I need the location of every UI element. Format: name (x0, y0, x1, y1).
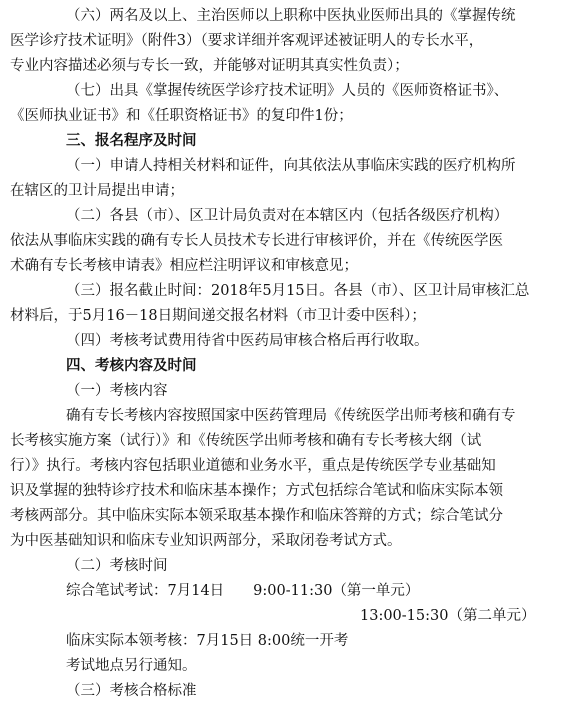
content-para-line-1: 确有专长考核内容按照国家中医药管理局《传统医学出师考核和确有专 (66, 408, 516, 424)
subsection-standard-heading: （三）考核合格标准 (66, 683, 197, 699)
content-para-line-5: 考核两部分。其中临床实际本领采取基本操作和临床答辩的方式；综合笔试分 (10, 508, 503, 524)
section-three-heading: 三、报名程序及时间 (66, 132, 197, 149)
step-three-line-1: （三）报名截止时间：2018年5月15日。各县（市）、区卫计局审核汇总 (66, 283, 530, 299)
content-para-line-4: 识及掌握的独特诊疗技术和临床基本操作；方式包括综合笔试和临床实际本领 (10, 483, 503, 499)
written-exam-time-second: 13:00-15:30（第二单元） (360, 608, 536, 624)
step-two-line-1: （二）各县（市）、区卫计局负责对在本辖区内（包括各级医疗机构） (66, 208, 509, 224)
written-exam-time: 综合笔试考试：7月14日 9:00-11:30（第一单元） (66, 583, 420, 599)
step-two-line-2: 依法从事临床实践的确有专长人员技术专长进行审核评价，并在《传统医学医 (10, 233, 503, 249)
content-para-line-2: 长考核实施方案（试行）》和《传统医学出师考核和确有专长考核大纲（试 (10, 433, 482, 449)
step-one-line-1: （一）申请人持相关材料和证件，向其依法从事临床实践的医疗机构所 (66, 158, 516, 174)
item-six-line-2: 医学诊疗技术证明》（附件3）（要求详细并客观评述被证明人的专长水平， (10, 33, 484, 49)
exam-location-note: 考试地点另行通知。 (66, 658, 197, 674)
content-para-line-3: 行）》执行。考核内容包括职业道德和业务水平，重点是传统医学专业基础知 (10, 458, 496, 474)
step-two-line-3: 术确有专长考核申请表》相应栏注明评议和审核意见； (10, 258, 358, 274)
content-para-line-6: 为中医基础知识和临床专业知识两部分，采取闭卷考试方式。 (10, 533, 402, 549)
item-six-line-3: 专业内容描述必须与专长一致，并能够对证明其真实性负责）； (10, 58, 409, 74)
step-three-line-2: 材料后，于5月16－18日期间递交报名材料（市卫计委中医科）； (10, 308, 426, 324)
item-seven-line-1: （七）出具《掌握传统医学诊疗技术证明》人员的《医师资格证书》、 (66, 83, 509, 99)
section-four-heading: 四、考核内容及时间 (66, 357, 197, 374)
item-six-line-1: （六）两名及以上、主治医师以上职称中医执业医师出具的《掌握传统 (66, 8, 516, 24)
clinical-exam-time: 临床实际本领考核：7月15日 8:00统一开考 (66, 633, 349, 649)
step-one-line-2: 在辖区的卫计局提出申请； (10, 183, 184, 199)
subsection-content-heading: （一）考核内容 (66, 383, 168, 399)
step-four-line: （四）考核考试费用待省中医药局审核合格后再行收取。 (66, 333, 429, 349)
item-seven-line-2: 《医师执业证书》和《任职资格证书》的复印件1份； (10, 108, 353, 124)
subsection-time-heading: （二）考核时间 (66, 558, 168, 574)
